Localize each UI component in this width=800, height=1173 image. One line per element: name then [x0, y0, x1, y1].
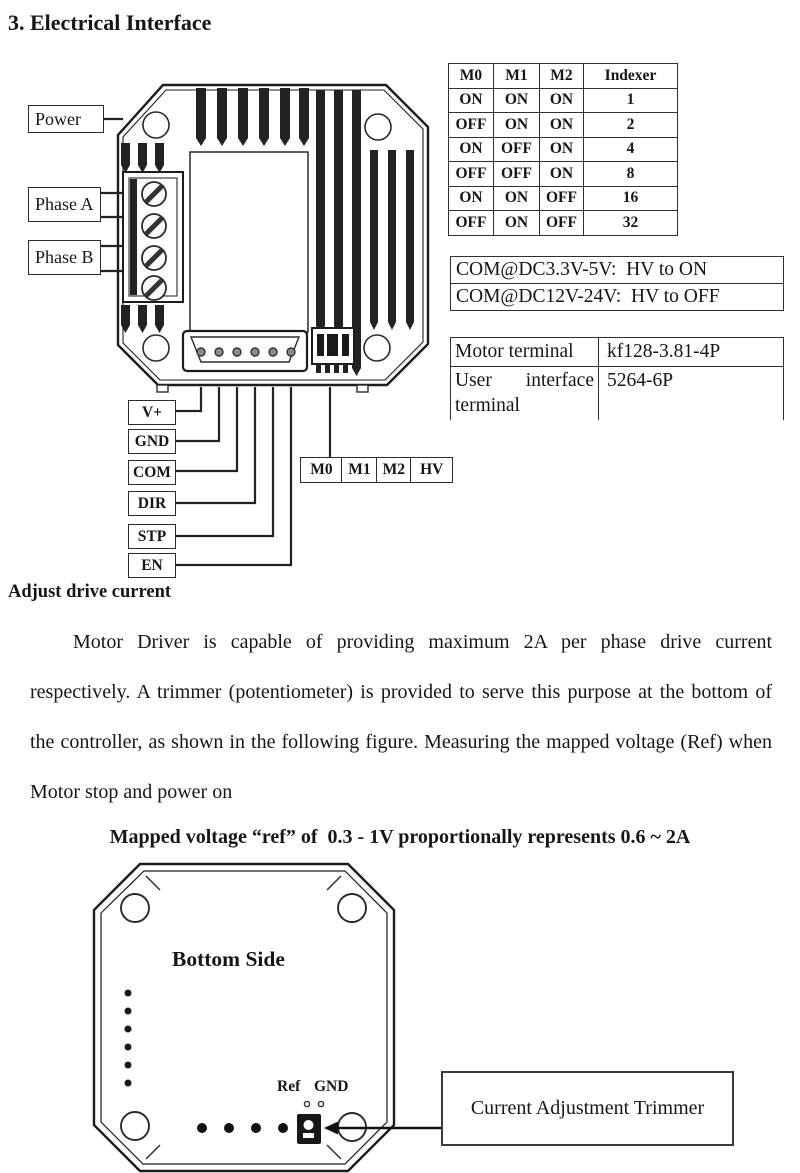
cover-plate: [190, 152, 308, 332]
user-interface-connector: [183, 331, 307, 371]
terminal-label: Motor terminal: [451, 338, 599, 366]
pin-label-dir: DIR: [128, 491, 176, 516]
section-title: 3. Electrical Interface: [8, 10, 212, 35]
callout-label: Current Adjustment Trimmer: [470, 1097, 705, 1119]
bottom-side-figure: [80, 855, 460, 1173]
terminal-spec-row: [451, 367, 783, 420]
mapped-voltage-note: Mapped voltage “ref” of 0.3 - 1V proportionally represents 0.6 ~ 2A: [109, 826, 691, 848]
pin-label-com: COM: [128, 460, 176, 485]
pin-label-stp: STP: [128, 524, 176, 549]
indexer-row: OFF ON ON 2: [449, 113, 678, 138]
terminal-spec-table: [450, 337, 784, 420]
ref-label: Ref: [277, 1078, 301, 1095]
screw-terminal-block: [123, 172, 183, 302]
adjust-drive-current-heading: Adjust drive current: [8, 582, 172, 602]
jumper-label-m0: M0: [300, 457, 343, 483]
phase-a-label-box: [28, 187, 101, 222]
trimmer-icon: [297, 1114, 321, 1144]
phase-b-label-box: [28, 240, 101, 275]
terminal-value: kf128-3.81-4P: [607, 341, 721, 362]
phase-a-label: Phase A: [35, 194, 94, 214]
indexer-row: OFF OFF ON 8: [449, 162, 678, 187]
power-label: Power: [35, 108, 81, 129]
jumper-label-m1: M1: [341, 457, 377, 483]
indexer-table: [448, 63, 678, 236]
terminal-value: 5264-6P: [607, 370, 674, 391]
com-voltage-row: COM@DC3.3V-5V: HV to ON: [450, 256, 784, 285]
jumper-label-m2: M2: [376, 457, 412, 483]
jumper-label-hv: HV: [410, 457, 453, 483]
terminal-label: User interface terminal: [451, 367, 599, 420]
indexer-row: ON OFF ON 4: [449, 137, 678, 162]
com-voltage-row: COM@DC12V-24V: HV to OFF: [450, 283, 784, 312]
gnd-label: GND: [314, 1078, 349, 1095]
indexer-row: ON ON OFF 16: [449, 186, 678, 211]
indexer-row: OFF ON OFF 32: [449, 211, 678, 236]
body-paragraph: Motor Driver is capable of providing maximum 2A per phase drive current respectively. A trimmer (potentiometer) is provided to serve this purpose at the bottom of the controller, as shown in the following figure. Measuring the mapped voltage (Ref) when Motor stop and power on: [30, 631, 772, 803]
pin-label-vplus: V+: [128, 400, 176, 425]
power-label-box: [28, 105, 104, 133]
jumper-label-row: [300, 457, 453, 483]
indexer-row: ON ON ON 1: [449, 88, 678, 113]
phase-b-label: Phase B: [35, 247, 94, 267]
motor-driver-top-view-figure: [0, 80, 470, 585]
pin-label-en: EN: [128, 553, 176, 578]
current-adjustment-trimmer-callout: [441, 1071, 734, 1146]
com-voltage-table: [450, 256, 784, 311]
terminal-spec-row: [451, 338, 783, 367]
indexer-header-row: M0 M1 M2 Indexer: [449, 64, 678, 89]
bottom-side-title: Bottom Side: [172, 947, 285, 971]
pin-label-gnd: GND: [128, 429, 176, 454]
